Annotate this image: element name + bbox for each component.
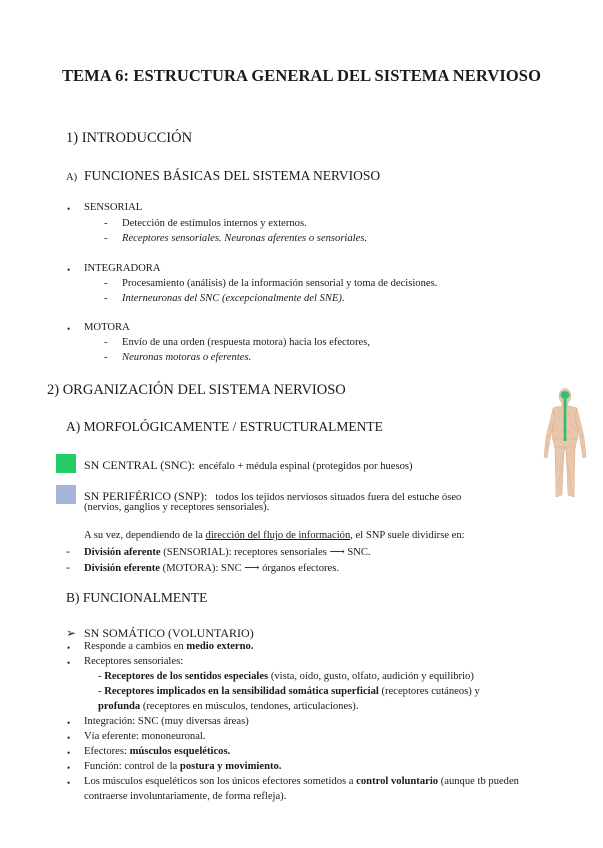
- bullet: •: [67, 265, 71, 275]
- bullet: •: [67, 204, 71, 214]
- function-detail: Neuronas motoras o eferentes.: [122, 352, 252, 363]
- function-label-sensorial: SENSORIAL: [84, 202, 143, 213]
- section-2a-heading: A) MORFOLÓGICAMENTE / ESTRUCTURALMENTE: [66, 419, 383, 434]
- snc-color-swatch: [56, 454, 76, 473]
- nervous-system-figure-image: [540, 387, 590, 501]
- snp-color-swatch: [56, 485, 76, 504]
- afferent-division: División aferente (SENSORIAL): receptores sensoriales ⟶ SNC.: [84, 547, 371, 558]
- section-1a-heading: A) FUNCIONES BÁSICAS DEL SISTEMA NERVIOSO: [66, 168, 381, 183]
- section-1-heading: 1) INTRODUCCIÓN: [66, 130, 193, 146]
- function-label-motora: MOTORA: [84, 322, 130, 333]
- snc-line: SN CENTRAL (SNC): encéfalo + médula espinal (protegidos por huesos): [84, 458, 413, 472]
- somatic-item: Receptores sensoriales:: [84, 656, 184, 667]
- snp-line-2: (nervios, ganglios y receptores sensoriales).: [84, 502, 270, 513]
- page-title: TEMA 6: ESTRUCTURA GENERAL DEL SISTEMA NERVIOSO: [61, 66, 542, 85]
- efferent-division: División eferente (MOTORA): SNC ⟶ órganos efectores.: [84, 563, 339, 574]
- snp-line: SN PERIFÉRICO (SNP): todos los tejidos nerviosos situados fuera del estuche óseo: [84, 489, 462, 503]
- section-2b-heading: B) FUNCIONALMENTE: [66, 590, 208, 605]
- function-label-integradora: INTEGRADORA: [84, 263, 161, 274]
- function-detail: Detección de estímulos internos y externos.: [122, 218, 307, 229]
- somatic-heading: SN SOMÁTICO (VOLUNTARIO): [84, 626, 254, 640]
- function-detail: Envío de una orden (respuesta motora) hacia los efectores,: [122, 337, 370, 348]
- somatic-item: Integración: SNC (muy diversas áreas): [84, 716, 249, 727]
- somatic-item: Los músculos esqueléticos son los únicos efectores sometidos a control voluntario (aunque tb pueden: [84, 776, 519, 787]
- function-detail: Receptores sensoriales. Neuronas aferentes o sensoriales.: [122, 233, 368, 244]
- receptor-subitem: - Receptores de los sentidos especiales (vista, oído, gusto, olfato, audición y equilibrio): [98, 671, 474, 682]
- somatic-item: Responde a cambios en medio externo.: [84, 641, 254, 652]
- section-2-heading: 2) ORGANIZACIÓN DEL SISTEMA NERVIOSO: [47, 382, 346, 398]
- receptor-subitem: profunda (receptores en músculos, tendones, articulaciones).: [98, 701, 359, 712]
- arrow-bullet-icon: ➢: [66, 626, 77, 640]
- receptor-subitem: - Receptores implicados en la sensibilidad somática superficial (receptores cutáneos) y: [98, 686, 480, 697]
- flow-sentence: A su vez, dependiendo de la dirección del flujo de información, el SNP suele dividirse en:: [84, 530, 465, 541]
- somatic-item: Vía eferente: mononeuronal.: [84, 731, 206, 742]
- somatic-item-cont: contraerse involuntariamente, de forma refleja).: [84, 791, 287, 802]
- bullet: •: [67, 324, 71, 334]
- function-detail: Procesamiento (análisis) de la información sensorial y toma de decisiones.: [122, 278, 438, 289]
- somatic-item: Función: control de la postura y movimiento.: [84, 761, 282, 772]
- somatic-item: Efectores: músculos esqueléticos.: [84, 746, 231, 757]
- function-detail: Interneuronas del SNC (excepcionalmente del SNE).: [122, 293, 345, 304]
